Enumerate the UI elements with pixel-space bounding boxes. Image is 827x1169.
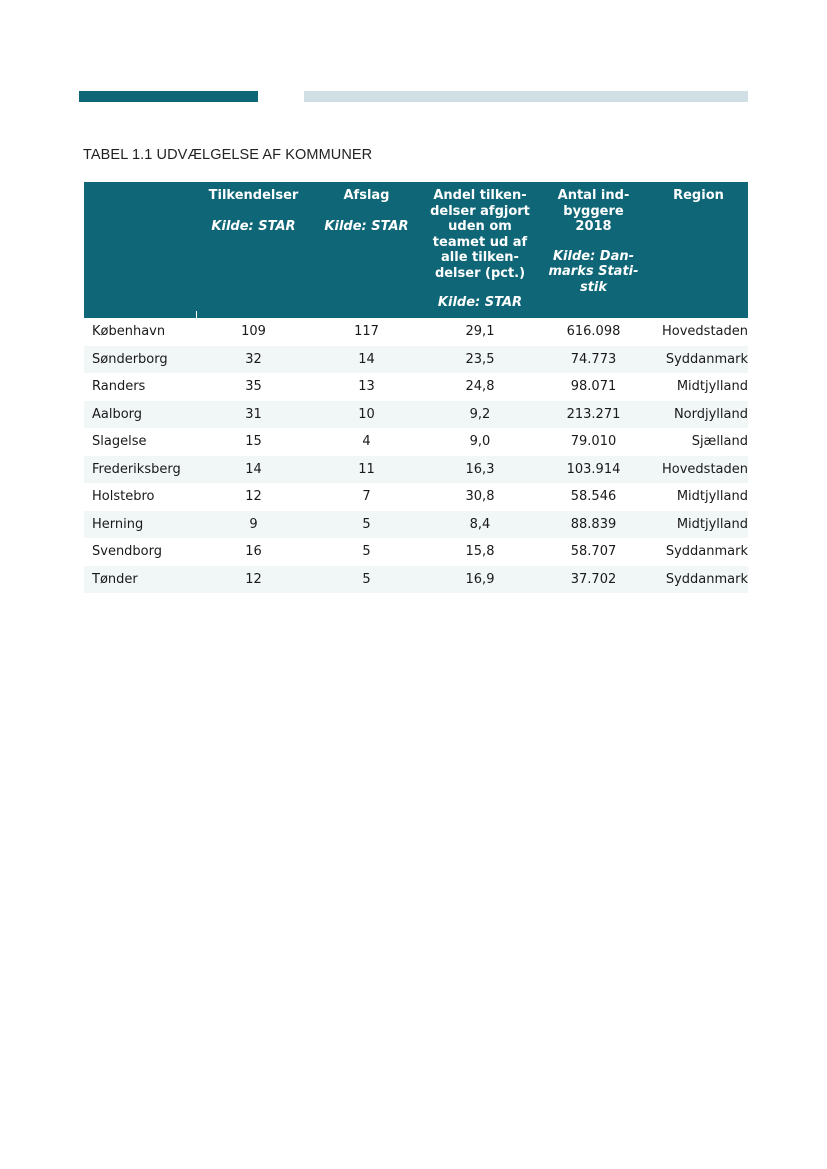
cell-tilkendelser: 35 (245, 379, 262, 395)
header-label-line: delser afgjort (430, 203, 530, 219)
cell-andel: 15,8 (465, 544, 495, 560)
header-label-line: Andel tilken- (433, 188, 527, 203)
cell-tilkendelser: 16 (245, 544, 262, 560)
header-label-line: Antal ind- (557, 188, 630, 203)
header-label-line: 2018 (575, 219, 612, 234)
cell-andel: 9,0 (469, 434, 491, 450)
header-source-line: stik (579, 279, 608, 295)
table-row (84, 566, 748, 594)
header-col-indbyggere (538, 182, 649, 318)
cell-kommune: Svendborg (92, 544, 163, 560)
cell-afslag: 13 (358, 379, 375, 395)
cell-kommune: Holstebro (92, 489, 155, 505)
table-body (84, 318, 748, 593)
cell-kommune: Frederiksberg (92, 461, 181, 477)
table-row (84, 538, 748, 566)
table-title: TABEL 1.1 UDVÆLGELSE AF KOMMUNER (83, 147, 373, 163)
table-row (84, 511, 748, 539)
cell-region: Hovedstaden (662, 461, 748, 477)
header-source: Kilde: STAR (437, 295, 523, 310)
cell-afslag: 11 (358, 461, 375, 477)
header-label: Region (673, 188, 724, 203)
cell-kommune: Randers (92, 379, 146, 395)
cell-tilkendelser: 12 (245, 489, 262, 505)
cell-andel: 9,2 (469, 406, 491, 422)
cell-tilkendelser: 12 (245, 571, 262, 587)
header-label-line: delser (pct.) (434, 265, 526, 281)
cell-andel: 23,5 (465, 351, 495, 367)
header-source (538, 249, 649, 296)
cell-indbyggere: 103.914 (566, 461, 621, 477)
cell-afslag: 14 (358, 351, 375, 367)
cell-tilkendelser: 15 (245, 434, 262, 450)
header-label-line: uden om (448, 219, 512, 234)
table-row (84, 318, 748, 346)
cell-region: Syddanmark (665, 351, 748, 367)
cell-andel: 16,3 (465, 461, 495, 477)
cell-kommune: Herning (92, 516, 144, 532)
header-col-kommune (84, 182, 196, 318)
cell-indbyggere: 58.707 (570, 544, 617, 560)
cell-indbyggere: 74.773 (570, 351, 617, 367)
cell-indbyggere: 58.546 (570, 489, 617, 505)
cell-afslag: 7 (362, 489, 371, 505)
cell-indbyggere: 98.071 (570, 379, 617, 395)
header-label: Tilkendelser (208, 188, 299, 203)
header-source: Kilde: STAR (324, 218, 409, 234)
cell-andel: 24,8 (465, 379, 495, 395)
header-col-tilkendelser (196, 182, 311, 318)
cell-tilkendelser: 32 (245, 351, 262, 367)
cell-kommune: Aalborg (92, 406, 143, 422)
cell-afslag: 117 (354, 324, 379, 340)
cell-afslag: 5 (362, 544, 371, 560)
table-header (84, 182, 748, 318)
cell-andel: 30,8 (465, 489, 495, 505)
cell-region: Midtjylland (676, 516, 748, 532)
cell-kommune: Tønder (92, 571, 138, 587)
cell-region: Syddanmark (665, 571, 748, 587)
cell-indbyggere: 88.839 (570, 516, 617, 532)
cell-region: Midtjylland (676, 379, 748, 395)
cell-tilkendelser: 109 (241, 324, 266, 340)
header-label-line: byggere (563, 203, 624, 219)
cell-tilkendelser: 31 (245, 406, 262, 422)
cell-region: Hovedstaden (662, 324, 748, 340)
table-row (84, 401, 748, 429)
cell-region: Syddanmark (665, 544, 748, 560)
table-row (84, 456, 748, 484)
cell-andel: 29,1 (465, 324, 495, 340)
table-row (84, 428, 748, 456)
cell-tilkendelser: 9 (249, 516, 258, 532)
cell-indbyggere: 616.098 (566, 324, 621, 340)
cell-kommune: Slagelse (92, 434, 147, 450)
header-source-line: Kilde: Dan- (552, 248, 635, 264)
header-col-andel (422, 182, 538, 318)
kommuner-table (84, 182, 748, 593)
cell-tilkendelser: 14 (245, 461, 262, 477)
table-row (84, 346, 748, 374)
cell-afslag: 5 (362, 516, 371, 532)
cell-kommune: København (92, 324, 166, 340)
table-row (84, 483, 748, 511)
header-accent-bar-dark (79, 91, 258, 102)
cell-region: Midtjylland (676, 489, 748, 505)
header-divider-notch (196, 311, 197, 318)
header-col-region (649, 182, 748, 318)
cell-region: Sjælland (691, 434, 748, 450)
cell-afslag: 10 (358, 406, 375, 422)
header-label: Afslag (343, 188, 390, 203)
cell-kommune: Sønderborg (92, 351, 168, 367)
table-row (84, 373, 748, 401)
cell-indbyggere: 79.010 (570, 434, 617, 450)
header-accent-bar-light (304, 91, 748, 102)
cell-region: Nordjylland (673, 406, 748, 422)
header-source-line: marks Stati- (548, 264, 639, 279)
cell-indbyggere: 213.271 (566, 406, 621, 422)
header-label-line: teamet ud af (432, 234, 528, 250)
cell-andel: 16,9 (465, 571, 495, 587)
header-source: Kilde: STAR (211, 218, 296, 234)
cell-afslag: 4 (362, 434, 371, 450)
header-col-afslag (311, 182, 422, 318)
cell-andel: 8,4 (469, 516, 491, 532)
cell-afslag: 5 (362, 571, 371, 587)
header-label-line: alle tilken- (441, 250, 519, 265)
cell-indbyggere: 37.702 (570, 571, 617, 587)
